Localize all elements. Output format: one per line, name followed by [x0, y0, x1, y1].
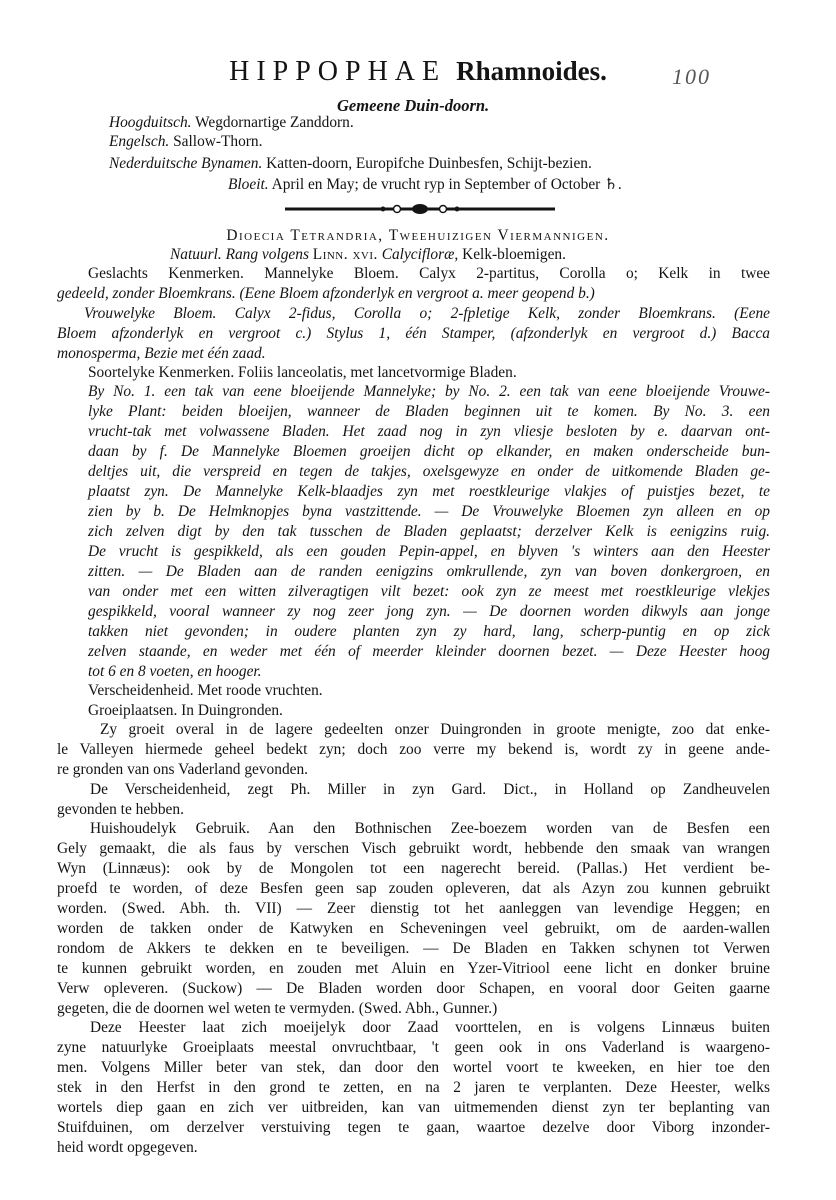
- text-line: Verscheidenheid. Met roode vruchten.: [88, 682, 323, 699]
- text-line: Zy groeit overal in de lagere gedeelten onzer Duingronden in groote menigte, zoo dat enke-: [100, 721, 770, 738]
- name-row-dutch: [109, 154, 592, 174]
- name-label: Hoogduitsch.: [109, 114, 192, 131]
- handwritten-page-number: 100: [672, 64, 711, 89]
- name-row-flowering: [228, 175, 622, 195]
- name-label: Nederduitsche Bynamen.: [109, 155, 263, 172]
- text-line: zelven staande, en weder met één of meerder kleinder doornen bezet. — Deze Heester hoog: [88, 643, 770, 660]
- text-line: Soortelyke Kenmerken. Foliis lanceolatis, met lancetvormige Bladen.: [88, 364, 517, 381]
- name-value: Wegdornartige Zanddorn.: [195, 114, 354, 131]
- text-line: worden. (Swed. Abh. th. VII) — Zeer dienstig tot het aanleggen van levendige Heggen; en: [57, 900, 770, 917]
- text-line: gedeeld, zonder Bloemkrans. (Eene Bloem afzonderlyk en vergroot a. meer geopend b.): [57, 285, 595, 302]
- text-line: vrucht-tak met volwassene Bladen. Het zaad nog in zyn vliesje besloten by e. daarvan ont-: [88, 423, 770, 440]
- text-line: takken niet gevonden; in oudere planten zyn zy hard, lang, scherp-puntig en op zick: [88, 623, 770, 640]
- text-line: zyne natuurlyke Groeiplaats meestal onvruchtbaar, 't geen ook in ons Vaderland is waargeno-: [57, 1039, 770, 1056]
- text-line: gespikkeld, vooral wanneer zy nog zeer jong zyn. — De doornen worden dikwyls aan jonge: [88, 603, 770, 620]
- text-line: De vrucht is gespikkeld, als een gouden Pepin-appel, en blyven 's winters aan den Heester: [88, 543, 770, 560]
- text-line: stek in den Herfst in den grond te zetten, en na 2 jaren te verplanten. Deze Heester, welks: [57, 1079, 770, 1096]
- text-line: te kunnen gebruikt worden, en zouden met Aluin en Yzer-Vitriool eene licht en donker bruine: [57, 960, 770, 977]
- natural-order-line: [170, 245, 566, 265]
- text-line: wortels diep gaan en zich ver uitbreiden, kan van uitmemenden dienst zyn ter beplanting van: [57, 1099, 770, 1116]
- text-line: Wyn (Linnæus): ook by de Mongolen tot een nagerecht bereid. (Pallas.) Het verdient be-: [57, 860, 770, 877]
- text-line: lyke Plant: beiden bloeijen, wanneer de Bladen beginnen uit te komen. By No. 3. een: [88, 403, 770, 420]
- text-line: re gronden van ons Vaderland gevonden.: [57, 761, 309, 778]
- common-name: Gemeene Duin-doorn.: [337, 96, 490, 115]
- text-line: Gely gemaakt, die als faus by verschen Visch gebruikt wordt, hebbende den smaak van wrangen: [57, 840, 770, 857]
- name-value: Sallow-Thorn.: [173, 133, 263, 150]
- text-line: heid wordt opgegeven.: [57, 1139, 198, 1156]
- natural-order-label: Natuurl. Rang volgens: [170, 246, 309, 263]
- genus-title: HIPPOPHAE: [229, 56, 447, 87]
- text-line: Geslachts Kenmerken. Mannelyke Bloem. Calyx 2-partitus, Corolla o; Kelk in twee: [88, 265, 770, 282]
- text-line: Groeiplaatsen. In Duingronden.: [88, 702, 283, 719]
- text-line: De Verscheidenheid, zegt Ph. Miller in zyn Gard. Dict., in Holland op Zandheuvelen: [90, 781, 770, 798]
- name-label: Engelsch.: [109, 133, 170, 150]
- text-line: zien by b. De Helmknopjes byna vastzittende. — De Vrouwelyke Bloemen zyn alleen en op: [88, 503, 770, 520]
- name-value: April en May; de vrucht ryp in September of October ♄.: [271, 176, 622, 193]
- name-label: Bloeit.: [228, 176, 269, 193]
- text-line: le Valleyen hiermede geheel bedekt zyn; doch zoo verre my bekend is, wordt zy in geene ande-: [57, 741, 770, 758]
- text-line: tot 6 en 8 voeten, en hooger.: [88, 663, 262, 680]
- text-line: van onder met een witten zilveragtigen vilt bezet: ook zyn ze meest met roestkleurige vlekjes: [88, 583, 770, 600]
- text-line: Verw opleveren. (Suckow) — De Bladen worden door Schapen, en vooral door Geiten gaarne: [57, 980, 770, 997]
- text-line: proefd te worden, of deze Besfen geen sap zouden opleveren, dat als Azyn zou kunnen gebruikt: [57, 880, 770, 897]
- text-line: rondom de Akkers te dekken en te beveiligen. — De Bladen en Takken schynen tot Verwen: [57, 940, 770, 957]
- species-title: Rhamnoides.: [456, 56, 607, 86]
- text-line: plaatst zyn. De Mannelyke Kelk-blaadjes zyn met roestkleurige vlakjes of puistjes bezet, te: [88, 483, 770, 500]
- text-line: Bloem afzonderlyk en vergroot c.) Stylus 1, één Stamper, (afzonderlyk en vergroot d.) Bacca: [57, 325, 770, 342]
- text-line: men. Volgens Miller beter van stek, dan door den wortel voort te kweeken, en hier toe den: [57, 1059, 770, 1076]
- text-line: gevonden te hebben.: [57, 801, 184, 818]
- text-line: worden de takken onder de Katwyken en Scheveningen veel gebruikt, om de aarden-wallen: [57, 920, 770, 937]
- name-row-german: [109, 113, 354, 133]
- text-line: monosperma, Bezie met één zaad.: [57, 345, 266, 362]
- classification-heading: Dioecia Tetrandria, Tweehuizigen Viermannigen.: [226, 227, 610, 244]
- text-line: zitten. — De Bladen aan de randen eenigzins omkrullende, zyn van boven donkergroen, en: [88, 563, 770, 580]
- text-line: gegeten, die de doornen wel weten te vermyden. (Swed. Abh., Gunner.): [57, 1000, 498, 1017]
- decorative-rule-ornament: [285, 203, 555, 215]
- natural-order-tail: Kelk-bloemigen.: [462, 246, 566, 263]
- name-row-english: [109, 132, 262, 152]
- text-line: By No. 1. een tak van eene bloeijende Mannelyke; by No. 2. een tak van eene bloeijende Vrouwe-: [88, 383, 770, 400]
- natural-order-group: Calycifloræ,: [381, 246, 459, 263]
- text-line: Vrouwelyke Bloem. Calyx 2-fidus, Corolla o; 2-fpletige Kelk, zonder Bloemkrans. (Eene: [84, 305, 770, 322]
- text-line: Huishoudelyk Gebruik. Aan den Bothnischen Zee-boezem worden van de Besfen een: [90, 820, 770, 837]
- text-line: Deze Heester laat zich moeijelyk door Zaad voorttelen, en is volgens Linnæus buiten: [90, 1019, 770, 1036]
- natural-order-value: Linn. xvi.: [312, 246, 378, 263]
- text-line: deltjes uit, die verspreid en tegen de takjes, oxelsgewyze en onder de uitkomende Bladen ge-: [88, 463, 770, 480]
- text-line: zich zelven digt by den tak tusschen de Bladen geplaatst; derzelver Kelk is eenigzins ruig.: [88, 523, 770, 540]
- text-line: daan by f. De Mannelyke Bloemen groeijen dicht op elkander, en maken onderscheide bun-: [88, 443, 770, 460]
- text-line: Stuifduinen, om derzelver verstuiving tegen te gaan, waartoe dezelve door Viborg inzonder-: [57, 1119, 770, 1136]
- name-value: Katten-doorn, Europifche Duinbesfen, Schijt-bezien.: [266, 155, 592, 172]
